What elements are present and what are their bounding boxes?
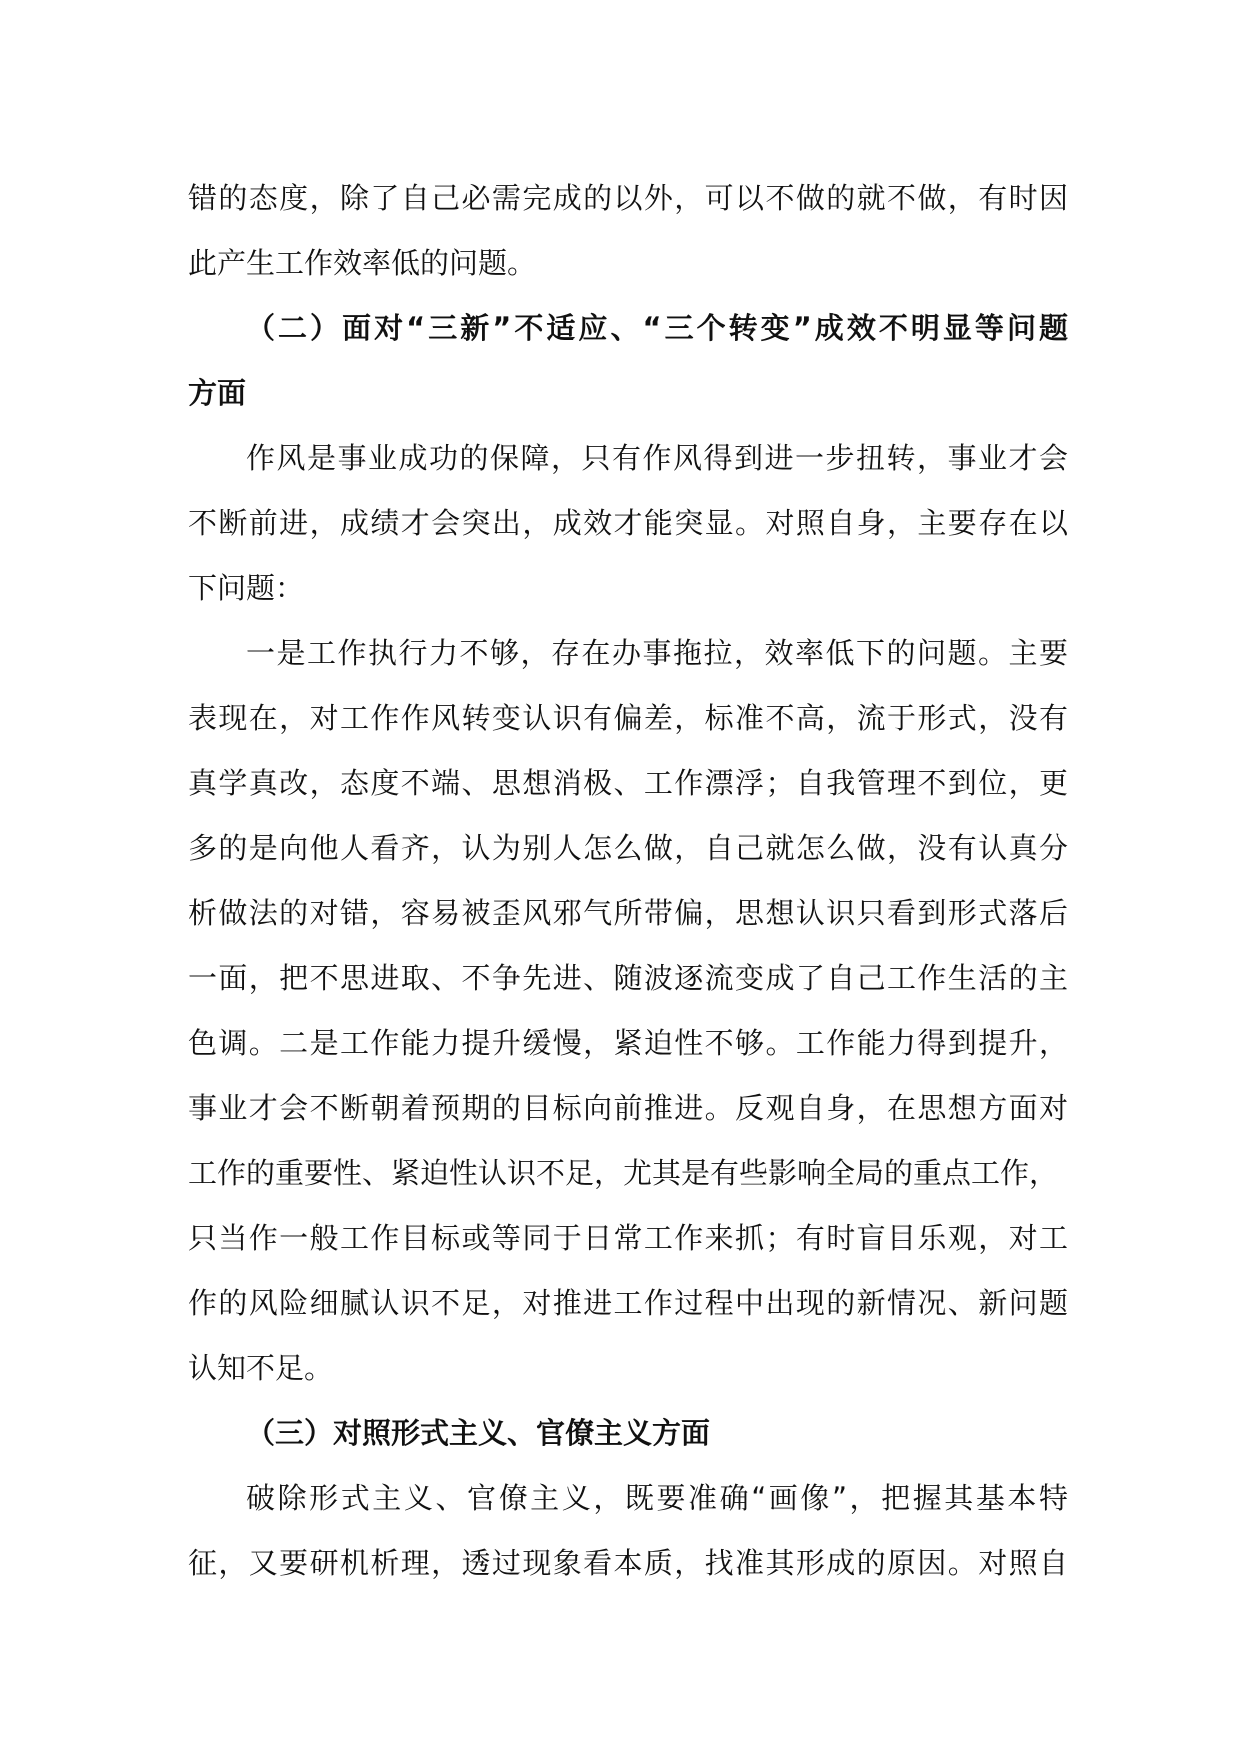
section-heading-3: （三）对照形式主义、官僚主义方面 [246, 1416, 711, 1450]
body-text-line: 色调。二是工作能力提升缓慢，紧迫性不够。工作能力得到提升， [188, 1026, 1068, 1060]
section-heading-2: （二）面对“三新”不适应、“三个转变”成效不明显等问题 [246, 311, 1068, 345]
body-text-line: 一面，把不思进取、不争先进、随波逐流变成了自己工作生活的主 [188, 961, 1068, 995]
body-text-line: 认知不足。 [188, 1351, 334, 1385]
body-text-line: 错的态度，除了自己必需完成的以外，可以不做的就不做，有时因 [188, 181, 1068, 215]
section-heading-2-continued: 方面 [188, 376, 247, 410]
body-text-line: 作的风险细腻认识不足，对推进工作过程中出现的新情况、新问题 [188, 1286, 1068, 1320]
body-text-line: 只当作一般工作目标或等同于日常工作来抓；有时盲目乐观，对工 [188, 1221, 1068, 1255]
body-text-line: 作风是事业成功的保障，只有作风得到进一步扭转，事业才会 [246, 441, 1068, 475]
body-text-line: 析做法的对错，容易被歪风邪气所带偏，思想认识只看到形式落后 [188, 896, 1068, 930]
body-text-line: 真学真改，态度不端、思想消极、工作漂浮；自我管理不到位，更 [188, 766, 1068, 800]
body-text-line: 一是工作执行力不够，存在办事拖拉，效率低下的问题。主要 [246, 636, 1068, 670]
body-text-line: 事业才会不断朝着预期的目标向前推进。反观自身，在思想方面对 [188, 1091, 1068, 1125]
body-text-line: 多的是向他人看齐，认为别人怎么做，自己就怎么做，没有认真分 [188, 831, 1068, 865]
body-text-line: 表现在，对工作作风转变认识有偏差，标准不高，流于形式，没有 [188, 701, 1068, 735]
body-text-line: 征，又要研机析理，透过现象看本质，找准其形成的原因。对照自 [188, 1546, 1068, 1580]
body-text-line: 不断前进，成绩才会突出，成效才能突显。对照自身，主要存在以 [188, 506, 1068, 540]
body-text-line: 下问题： [188, 571, 305, 605]
body-text-line: 此产生工作效率低的问题。 [188, 246, 537, 280]
body-text-line: 破除形式主义、官僚主义，既要准确“画像”，把握其基本特 [246, 1481, 1068, 1515]
document-page [188, 166, 1068, 1596]
body-text-line: 工作的重要性、紧迫性认识不足，尤其是有些影响全局的重点工作， [188, 1156, 1059, 1190]
